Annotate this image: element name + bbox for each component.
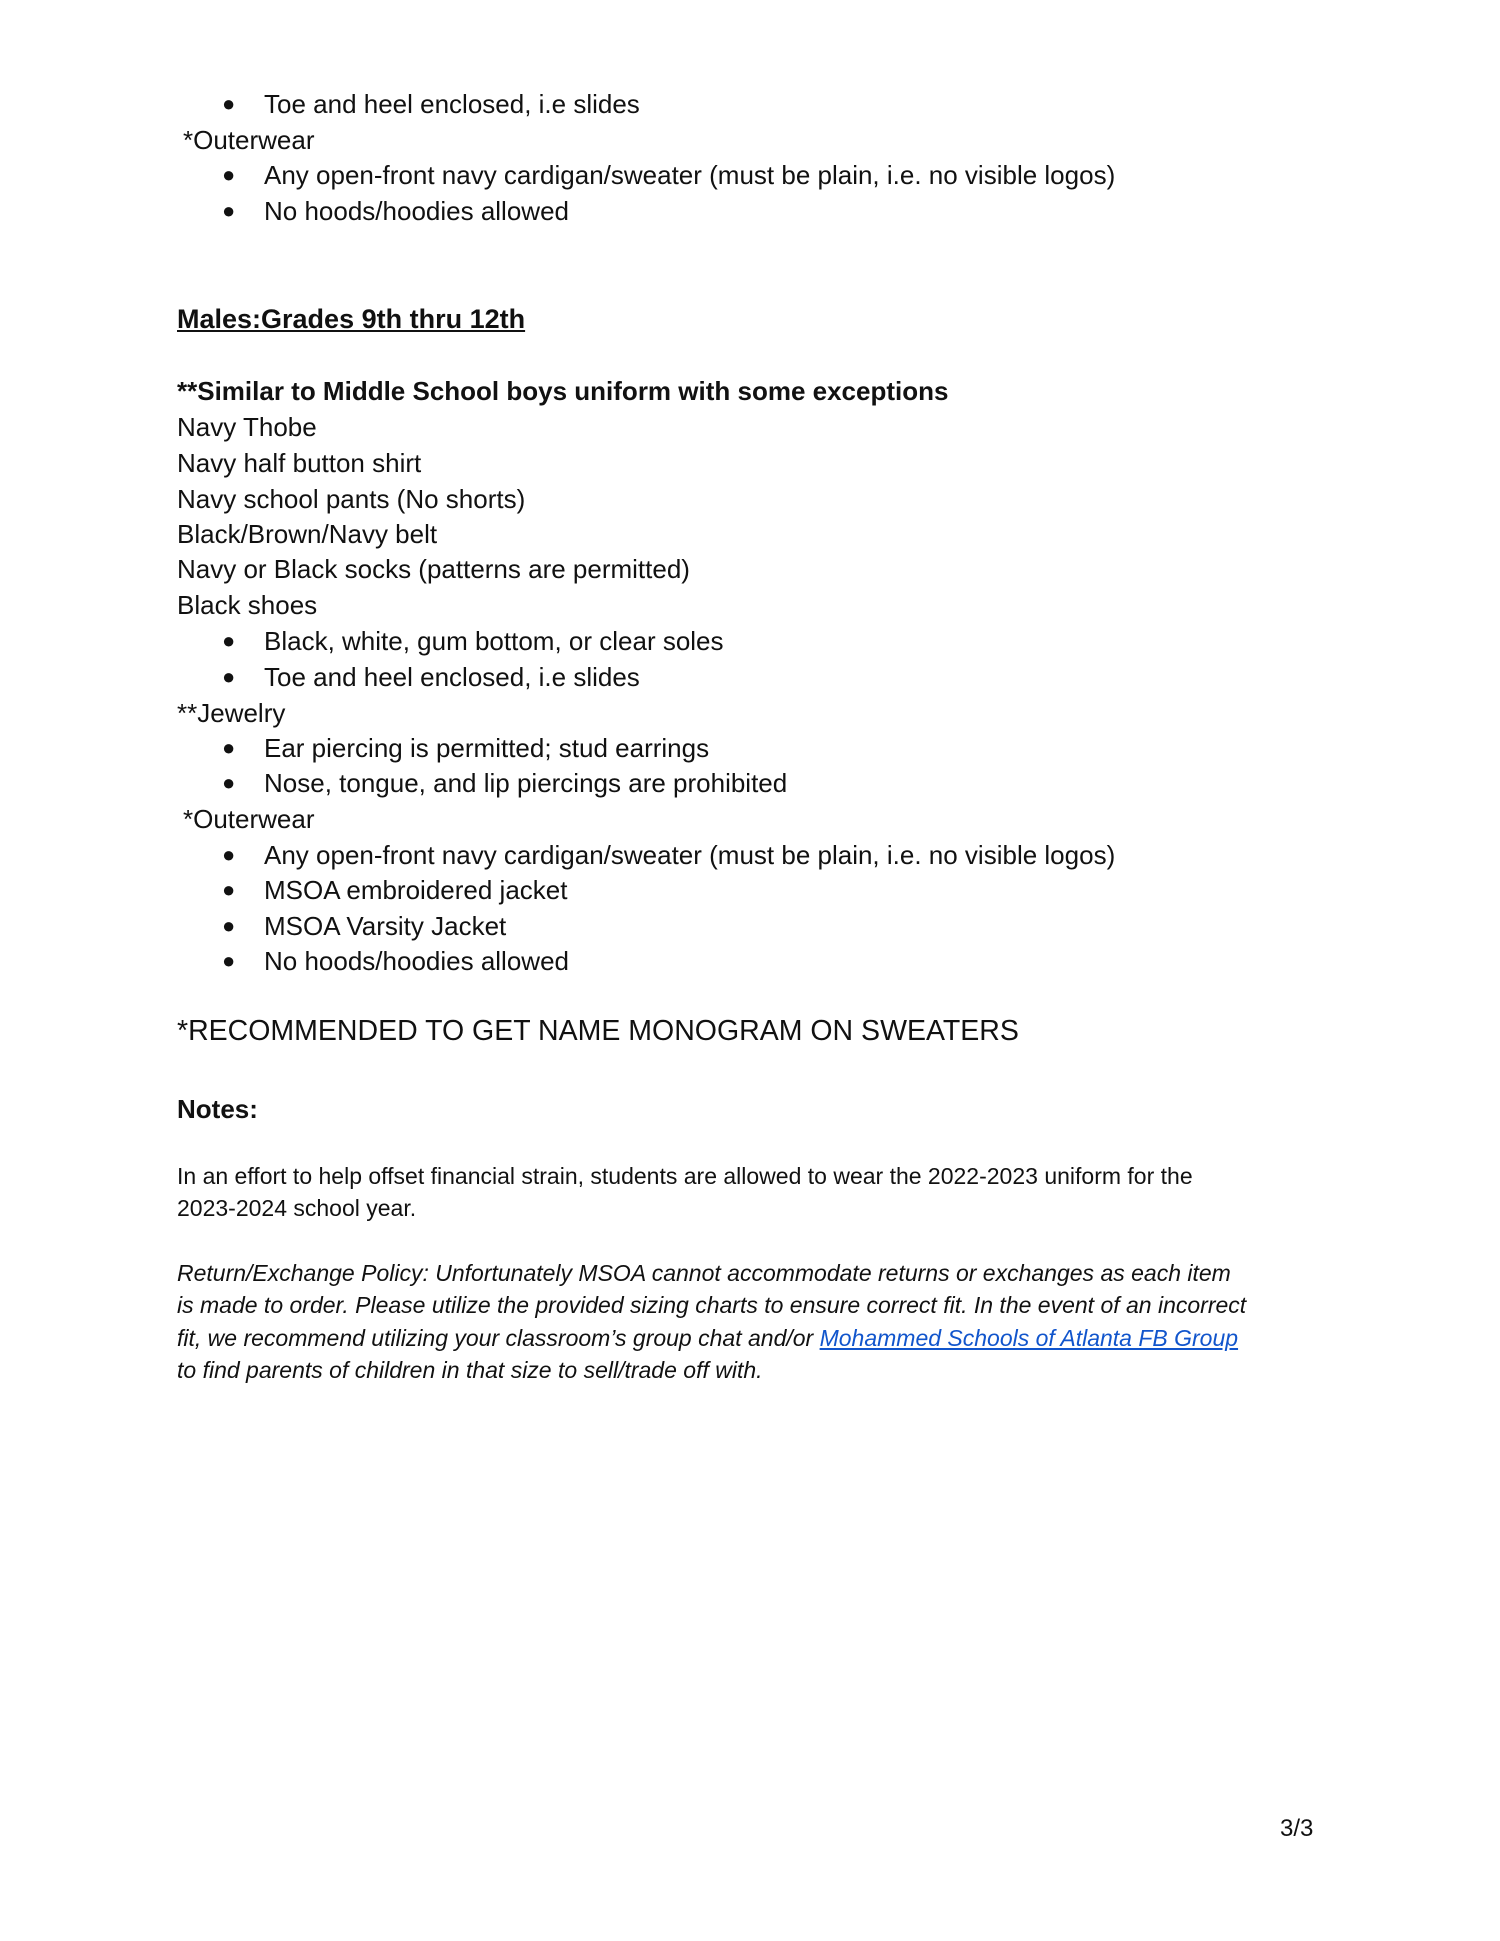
- bullet-icon: ●: [222, 664, 236, 689]
- bullet-icon: ●: [222, 842, 236, 867]
- bullet-icon: ●: [222, 628, 236, 653]
- policy-line: is made to order. Please utilize the provided sizing charts to ensure correct fit. In the event of an incorrect: [177, 1292, 1247, 1318]
- bullet-icon: ●: [222, 198, 236, 223]
- policy-line: to find parents of children in that size to sell/trade off with.: [177, 1357, 763, 1383]
- notes-heading: Notes:: [177, 1094, 258, 1124]
- bullet-icon: ●: [222, 735, 236, 760]
- outerwear-label: *Outerwear: [183, 125, 315, 155]
- policy-line: fit, we recommend utilizing your classroom’s group chat and/or Mohammed Schools of Atlanta FB Group: [177, 1325, 1239, 1351]
- item: Black shoes: [177, 590, 318, 620]
- jewelry-label: **Jewelry: [177, 698, 286, 728]
- notes-paragraph-line: In an effort to help offset financial strain, students are allowed to wear the 2022-2023 uniform for the: [177, 1163, 1193, 1189]
- item: Navy half button shirt: [177, 448, 422, 478]
- outerwear-label: *Outerwear: [183, 804, 315, 834]
- bullet-icon: ●: [222, 948, 236, 973]
- bullet-icon: ●: [222, 162, 236, 187]
- item: Navy Thobe: [177, 412, 317, 442]
- fb-group-link[interactable]: Mohammed Schools of Atlanta FB Group: [819, 1325, 1239, 1351]
- section-subheading: **Similar to Middle School boys uniform with some exceptions: [177, 376, 949, 406]
- policy-line: Return/Exchange Policy: Unfortunately MSOA cannot accommodate returns or exchanges as each item: [177, 1260, 1231, 1286]
- bullet-icon: ●: [222, 913, 236, 938]
- recommendation: *RECOMMENDED TO GET NAME MONOGRAM ON SWEATERS: [177, 1015, 1019, 1047]
- section-heading: Males:Grades 9th thru 12th: [177, 304, 526, 334]
- bullet-icon: ●: [222, 91, 236, 116]
- bullet-icon: ●: [222, 877, 236, 902]
- bullet-icon: ●: [222, 770, 236, 795]
- item: Navy or Black socks (patterns are permitted): [177, 554, 690, 584]
- notes-paragraph-line: 2023-2024 school year.: [177, 1195, 417, 1221]
- item: Navy school pants (No shorts): [177, 484, 526, 514]
- page-number: 3/3: [1280, 1815, 1314, 1842]
- item: Black/Brown/Navy belt: [177, 519, 438, 549]
